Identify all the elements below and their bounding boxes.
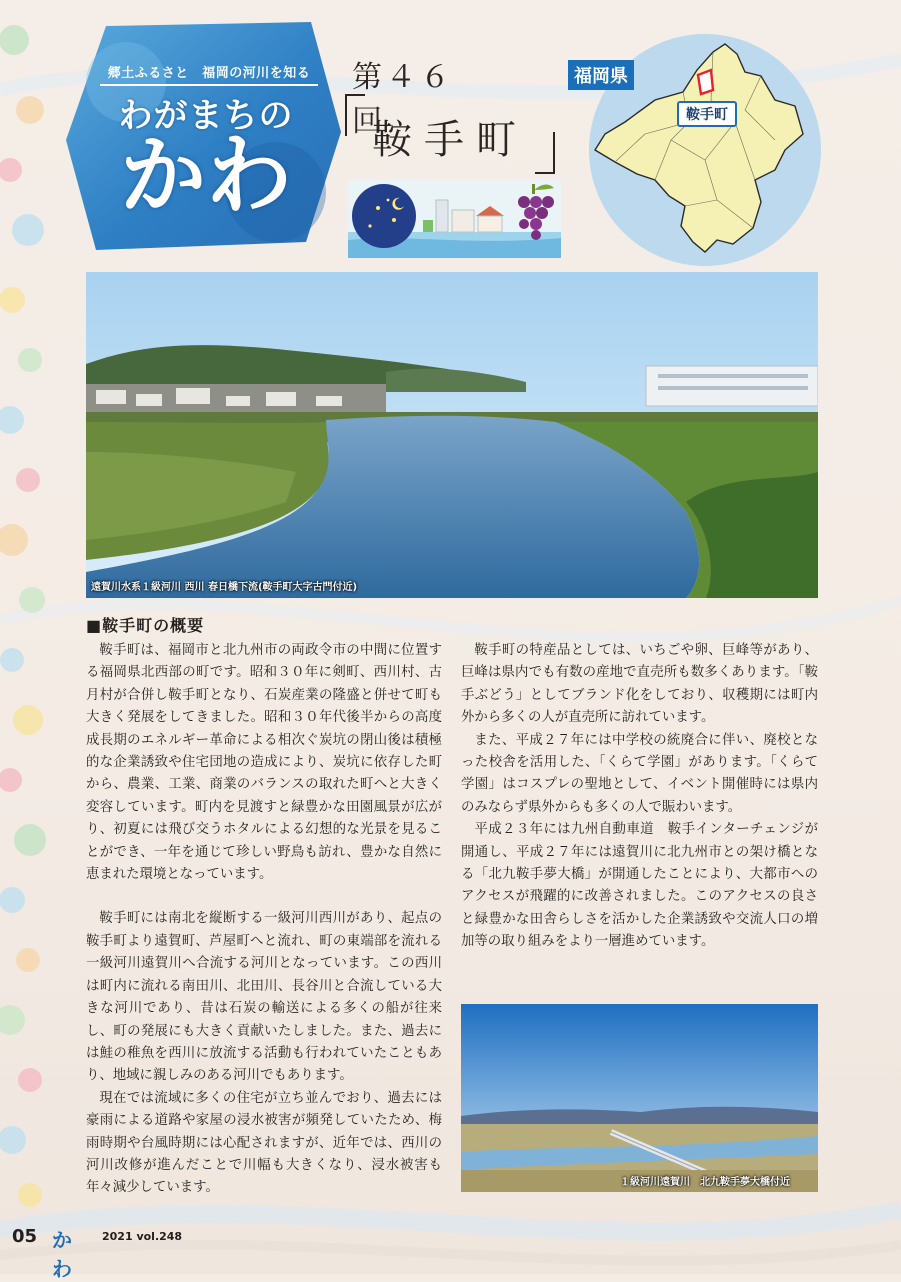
paragraph-overview: 鞍手町は、福岡市と北九州市の両政令市の中間に位置する福岡県北西部の町です。昭和３０年に剣町、西川村、古月村が合併し鞍手町となり、石炭産業の隆盛と併せて町も大きく発展をしてきました。昭和３０年代後半からの高度成長期のエネルギー革命による相次ぐ炭坑の閉山後は積極的な企業誘致や住宅団地の造成により、炭坑に依存した町から、農業、工業、商業のバランスの取れた町へと大きく変容しています。町内を見渡すと緑豊かな田園風景が広がり、初夏には飛び交うホタルによる幻想的な光景を見ることができ、一年を通じて珍しい野鳥も訪れ、豊かな自然に恵まれた環境となっています。 — [86, 643, 442, 883]
paragraph-flood: 現在では流域に多くの住宅が立ち並んでおり、過去には豪雨による道路や家屋の浸水被害が頻発していたため、梅雨時期や台風時期には心配されますが、近年では、西川の河川改修が進んだことで川幅も大きくなり、浸水被害も年々減少しています。 — [86, 1090, 442, 1196]
section-heading: ■鞍手町の概要 — [86, 616, 205, 635]
bridge-photo — [461, 1004, 818, 1192]
series-kicker: 郷土ふるさと 福岡の河川を知る — [100, 62, 318, 86]
close-bracket — [535, 132, 555, 174]
open-bracket — [345, 94, 365, 136]
town-illustration — [348, 180, 561, 258]
prefecture-badge: 福岡県 — [568, 60, 634, 90]
main-photo-river — [86, 272, 818, 598]
series-title: わがまちの — [118, 96, 294, 136]
left-column — [86, 640, 442, 1200]
bridge-photo-caption: １級河川遠賀川 北九鞍手夢大橋付近 — [620, 1177, 790, 1188]
issue-number: 第４６回 — [352, 60, 454, 139]
right-column — [461, 640, 818, 954]
town-title — [345, 94, 555, 174]
paragraph-specialties: 鞍手町の特産品としては、いちごや卵、巨峰等があり、巨峰は県内でも有数の産地で直売所も数多くあります。「鞍手ぶどう」としてブランド化をしており、収穫期には町内外から多くの人が直売所に訪れています。 — [461, 643, 818, 726]
decorative-bubbles — [0, 0, 60, 1274]
kurate-highlight — [698, 70, 713, 94]
paragraph-access: 平成２３年には九州自動車道 鞍手インターチェンジが開通し、平成２７年には遠賀川に北九州市との架け橋となる「北九鞍手夢大橋」が開通したことにより、大都市へのアクセスが飛躍的に改善されました。このアクセスの良さと緑豊かな田舎らしさを活かした企業誘致や交流人口の増加等の取り組みをより一層進めています。 — [461, 822, 818, 950]
main-photo-caption: 遠賀川水系１級河川 西川 春日橋下流(鞍手町大字古門付近) — [91, 582, 358, 593]
magazine-name: かわ — [52, 1228, 72, 1281]
page-number: 05 — [12, 1226, 38, 1247]
town-name: 鞍手町 — [372, 117, 528, 163]
paragraph-nishikawa: 鞍手町には南北を縦断する一級河川西川があり、起点の鞍手町より遠賀町、芦屋町へと流れ、町の東端部を流れる一級河川遠賀川へ合流する河川となっています。この西川は町内に流れる南田川、北田川、長谷川と合流している大きな河川であり、昔は石炭の輸送による多くの船が往来し、町の発展にも大きく貢献いたしました。また、過去には鮭の稚魚を西川に放流する活動も行われていたこともあり、地域に親しみのある河川でもあります。 — [86, 911, 442, 1084]
series-title-large: かわ — [120, 126, 292, 226]
map-town-label: 鞍手町 — [677, 101, 737, 127]
magazine-issue: 2021 vol.248 — [102, 1230, 183, 1243]
firefly-circle — [352, 184, 416, 248]
paragraph-kurate-gakuen: また、平成２７年には中学校の統廃合に伴い、廃校となった校舎を活用した、「くらて学園」があります。「くらて学園」はコスプレの聖地として、イベント開催時には県内のみならず県外からも多くの人で賑わいます。 — [461, 732, 818, 815]
